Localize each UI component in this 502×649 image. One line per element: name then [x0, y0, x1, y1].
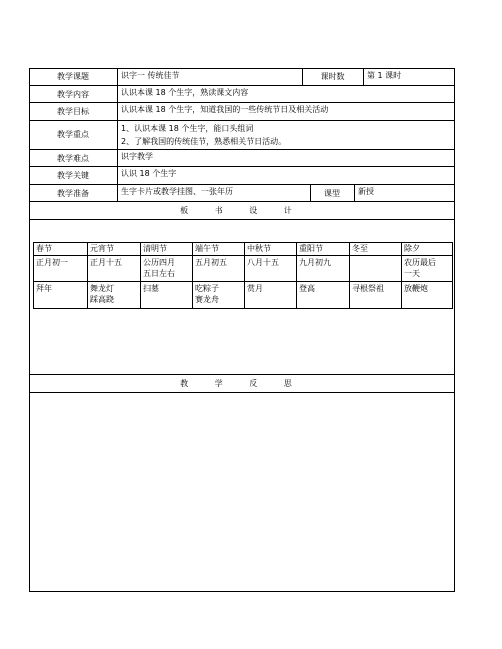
goal-label: 教学目标: [57, 107, 89, 116]
topic-value: 识字一 传统佳节: [121, 71, 180, 80]
festival-cell: 扫墓: [143, 284, 159, 293]
festival-cell: 春节: [36, 244, 52, 253]
type-label: 课型: [324, 189, 340, 198]
row-divider: [29, 149, 455, 150]
festival-cell: 八月十五: [247, 258, 279, 267]
festival-cell: 冬至: [352, 244, 368, 253]
festival-cell: 端午节: [195, 244, 219, 253]
board-title-divider: [29, 219, 455, 220]
row-divider: [29, 120, 455, 121]
prep-value: 生字卡片或教学挂图、一张年历: [121, 187, 233, 196]
reflection-title: 教 学 反 思: [180, 379, 304, 388]
festival-col-divider: [192, 242, 193, 309]
festival-col-divider: [401, 242, 402, 309]
festival-col-divider: [140, 242, 141, 309]
festival-cell: 正月初一: [36, 258, 68, 267]
festival-cell: 除夕: [404, 244, 420, 253]
topic-label: 教学课题: [57, 72, 89, 81]
content-label: 教学内容: [57, 90, 89, 99]
festival-cell: 赏月: [247, 284, 263, 293]
board-title: 板 书 设 计: [180, 206, 304, 215]
crux-label: 教学关键: [57, 171, 89, 180]
festival-cell: 五月初五: [195, 258, 227, 267]
festival-cell: 农历最后 一天: [404, 258, 436, 278]
col-divider: [363, 68, 364, 85]
key-line-1: 1、认识本课 18 个生字，能口头组词: [121, 124, 254, 133]
festival-cell: 正月十五: [90, 258, 122, 267]
hours-label: 课时数: [320, 72, 345, 81]
festival-cell: 吃粽子 赛龙舟: [195, 284, 219, 304]
festival-row-divider: [33, 281, 453, 282]
festival-cell: 拜年: [36, 284, 52, 293]
festival-cell: 放鞭炮: [404, 284, 428, 293]
hours-value: 第 1 课时: [367, 71, 402, 80]
festival-cell: 九月初九: [299, 258, 331, 267]
festival-col-divider: [296, 242, 297, 309]
goal-value: 认识本课 18 个生字，知道我国的一些传统节日及相关活动: [121, 105, 329, 114]
col-divider: [354, 184, 355, 202]
festival-cell: 寻根祭祖: [352, 284, 384, 293]
festival-col-divider: [87, 242, 88, 309]
key-line-2: 2、了解我国的传统佳节，熟悉相关节日活动。: [121, 137, 287, 146]
prep-label: 教学准备: [57, 189, 89, 198]
reflection-section: [29, 374, 455, 592]
content-value: 认识本课 18 个生字，熟读课文内容: [121, 88, 249, 97]
festival-cell: 公历四月 五日左右: [143, 258, 175, 278]
row-divider: [29, 184, 455, 185]
reflection-title-divider: [29, 392, 455, 393]
festival-row-divider: [33, 255, 453, 256]
crux-value: 认识 18 个生字: [121, 169, 177, 178]
festival-col-divider: [244, 242, 245, 309]
difficult-value: 识字教学: [121, 152, 153, 161]
type-value: 新授: [358, 187, 374, 196]
festival-cell: 中秋节: [247, 244, 271, 253]
festival-col-divider: [349, 242, 350, 309]
row-divider: [29, 102, 455, 103]
difficult-label: 教学难点: [57, 154, 89, 163]
key-label: 教学重点: [57, 130, 89, 139]
festival-cell: 舞龙灯 踩高跷: [90, 284, 114, 304]
festival-cell: 元宵节: [90, 244, 114, 253]
festival-cell: 登高: [299, 284, 315, 293]
festival-cell: 重阳节: [299, 244, 323, 253]
col-divider: [117, 68, 118, 202]
row-divider: [29, 85, 455, 86]
festival-cell: 清明节: [143, 244, 167, 253]
row-divider: [29, 166, 455, 167]
